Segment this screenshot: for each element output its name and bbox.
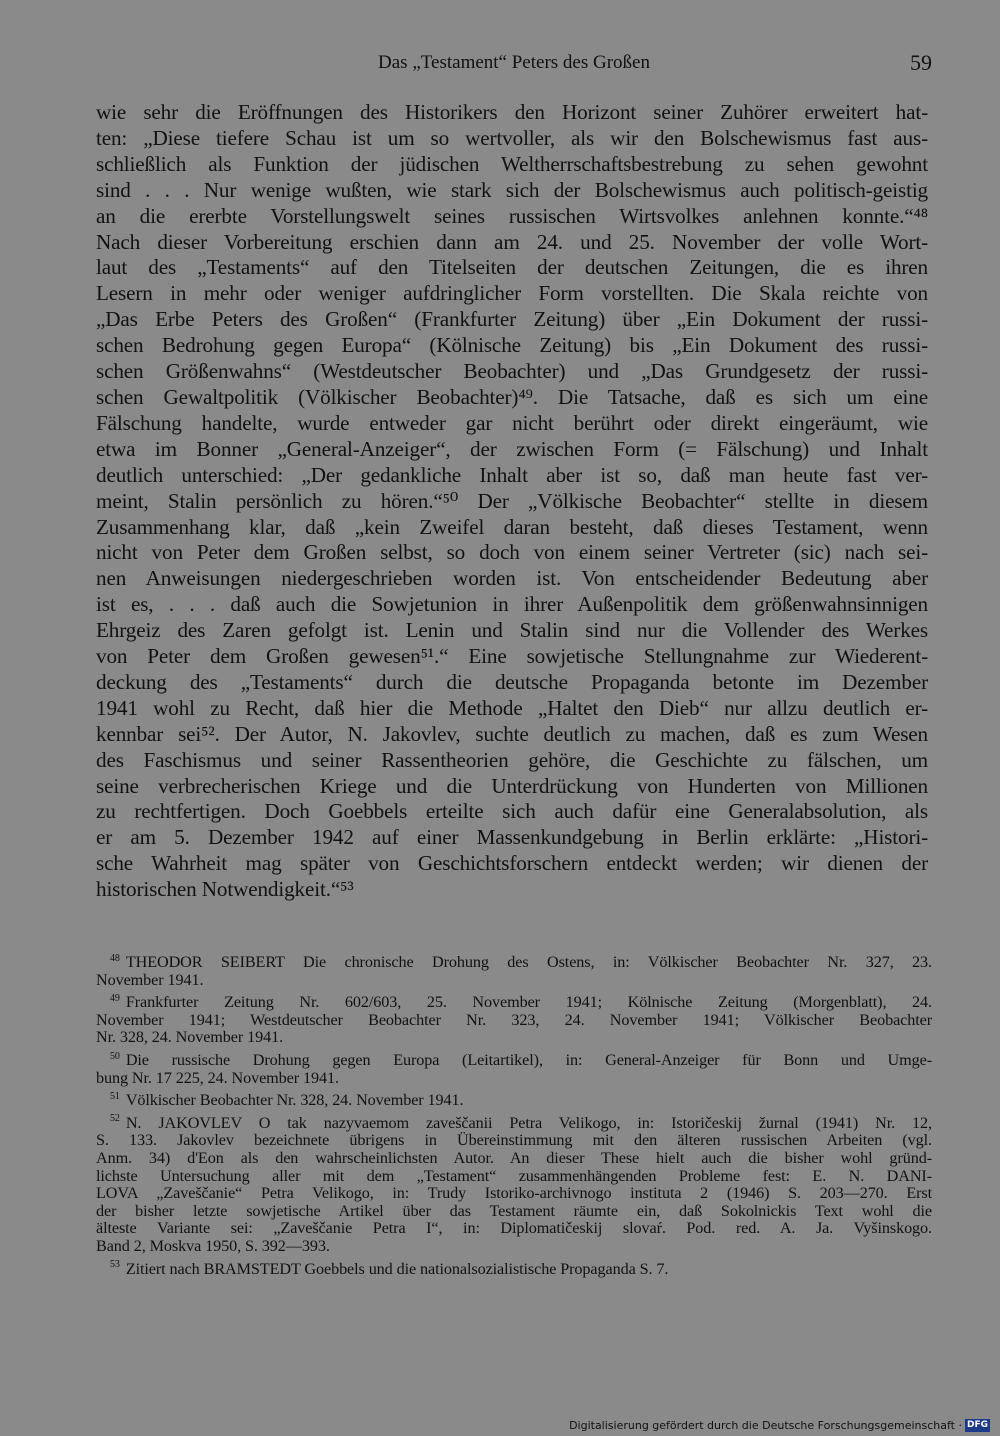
footnote-text: lichste Untersuchung aller mit dem „Testament“ zusammenhängenden Probleme fest: E. N. DANI- [96,1166,932,1185]
body-line: Nach dieser Vorbereitung erschien dann am 24. und 25. November der volle Wort- [96,229,928,254]
footnote-text: der bisher letzte sowjetische Artikel über das Testament räumte ein, daß Sokolnickis Text wohl die [96,1201,932,1220]
footnote-number: 50 [110,1050,120,1062]
body-line: sind . . . Nur wenige wußten, wie stark sich der Bolschewismus auch politisch-geistig [96,177,928,202]
body-line: Zusammenhang klar, daß „kein Zweifel daran besteht, daß dieses Testament, wenn [96,514,928,539]
footnote-text: Band 2, Moskva 1950, S. 392—393. [96,1236,330,1255]
body-line: zu rechtfertigen. Doch Goebbels erteilte sich auch dafür eine Generalabsolution, als [96,799,928,824]
footnote-text: Zitiert nach BRAMSTEDT Goebbels und die nationalsozialistische Propaganda S. 7. [125,1259,669,1278]
body-line: deutlich unterschied: „Der gedankliche Inhalt aber ist so, daß man heute fast ver- [96,462,928,487]
page-number: 59 [910,50,932,75]
footnote-line [96,1115,932,1133]
digitization-credit [569,1419,990,1432]
body-line: Fälschung handelte, wurde entweder gar nicht berührt oder direkt eingeräumt, wie [96,410,928,435]
body-line: seine verbrecherischen Kriege und die Unterdrückung von Hunderten von Millionen [96,773,928,798]
footnotes [96,954,932,1283]
body-line: historischen Notwendigkeit.“⁵³ [96,877,354,902]
body-line: nen Anweisungen niedergeschrieben worden ist. Von entscheidender Bedeutung aber [96,566,928,591]
footnote-line [96,954,932,972]
dfg-logo: DFG [966,1420,988,1430]
footnote [96,1115,932,1256]
footnote-line [96,1220,932,1238]
footnote-line [96,1029,932,1047]
body-line: ten: „Diese tiefere Schau ist um so wertvoller, als wir den Bolschewismus fast aus- [96,125,928,150]
body-line: kennbar sei⁵². Der Autor, N. Jakovlev, suchte deutlich zu machen, daß es zum Wesen [96,721,928,746]
body-line: ist es, . . . daß auch die Sowjetunion in ihrer Außenpolitik dem größenwahnsinnigen [96,592,928,617]
body-line: 1941 wohl zu Recht, daß hier die Methode „Haltet den Dieb“ nur allzu deutlich er- [96,695,928,720]
footnote-text: älteste Variante sei: „Zaveščanie Petra I“, in: Diplomatičeskij slovaŕ. Pod. red. A. Ja. Vyšinskogo. [96,1219,932,1238]
footnote-line [96,1150,932,1168]
body-line: schließlich als Funktion der jüdischen Weltherrschaftsbestrebung zu sehen gewohnt [96,151,928,176]
body-line: von Peter dem Großen gewesen⁵¹.“ Eine sowjetische Stellungnahme zur Wiederent- [96,644,928,669]
footnote-number: 48 [110,952,120,964]
body-line: er am 5. Dezember 1942 auf einer Massenkundgebung in Berlin erklärte: „Histori- [96,825,928,850]
footnote-line [96,994,932,1012]
body-line: des Faschismus und seiner Rassentheorien gehöre, die Geschichte zu fälschen, um [96,747,928,772]
body-line: schen Größenwahns“ (Westdeutscher Beobachter) und „Das Grundgesetz der russi- [96,359,928,384]
footnote-number: 53 [110,1259,120,1271]
footnote-number: 51 [110,1090,120,1102]
footnote-text: Nr. 328, 24. November 1941. [96,1028,284,1047]
footnote-text: Frankfurter Zeitung Nr. 602/603, 25. November 1941; Kölnische Zeitung (Morgenblatt), 24. [125,993,932,1012]
footnote [96,954,932,989]
body-line: sche Wahrheit mag später von Geschichtsforschern entdeckt werden; wir dienen der [96,851,928,876]
footnote-text: S. 133. Jakovlev bezeichnete übrigens in Übereinstimmung mit den älteren russischen Arbeiten (vgl. [96,1131,932,1150]
body-text [96,100,928,903]
footnote-line [96,1203,932,1221]
running-head [96,48,932,78]
footnote-number: 49 [110,992,120,1004]
running-title: Das „Testament“ Peters des Großen [378,52,650,73]
footnote [96,1052,932,1087]
body-line: deckung des „Testaments“ durch die deutsche Propaganda betonte im Dezember [96,669,928,694]
body-line: wie sehr die Eröffnungen des Historikers den Horizont seiner Zuhörer erweitert hat- [96,100,928,124]
footnote [96,1261,932,1279]
footnote-line [96,1092,932,1110]
footnote-text: THEODOR SEIBERT Die chronische Drohung des Ostens, in: Völkischer Beobachter Nr. 327, 23. [125,953,932,971]
body-line: laut des „Testaments“ auf den Titelseiten der deutschen Zeitungen, die es ihren [96,255,928,280]
footnote-line [96,1070,932,1088]
footnote-text: Anm. 34) d'Eon als den wahrscheinlichsten Autor. An dieser These hielt auch die bisher wohl gründ- [96,1148,932,1167]
footnote-line [96,1261,932,1279]
body-line: meint, Stalin persönlich zu hören.“⁵⁰ Der „Völkische Beobachter“ stellte in diesem [96,488,928,513]
footnote-line [96,1132,932,1150]
footnote [96,1092,932,1110]
body-line: Lesern in mehr oder weniger aufdringlicher Form vorstellten. Die Skala reichte von [96,281,928,306]
footnote-text: Völkischer Beobachter Nr. 328, 24. November 1941. [125,1091,464,1110]
footnote-text: November 1941; Westdeutscher Beobachter Nr. 323, 24. November 1941; Völkischer Beobachter [96,1010,932,1029]
body-line: schen Bedrohung gegen Europa“ (Kölnische Zeitung) bis „Ein Dokument des russi- [96,333,928,358]
footnote-text: Die russische Drohung gegen Europa (Leitartikel), in: General-Anzeiger für Bonn und Umge- [125,1050,932,1069]
body-line: etwa im Bonner „General-Anzeiger“, der zwischen Form (= Fälschung) und Inhalt [96,436,928,461]
footnote-text: bung Nr. 17 225, 24. November 1941. [96,1068,339,1087]
footnote-number: 52 [110,1113,120,1125]
credit-text: Digitalisierung gefördert durch die Deutsche Forschungsgemeinschaft · [569,1419,962,1432]
footnote-line [96,1238,932,1256]
body-line: schen Gewaltpolitik (Völkischer Beobachter)⁴⁹. Die Tatsache, daß es sich um eine [96,384,928,409]
footnote-line [96,1185,932,1203]
body-line: Ehrgeiz des Zaren gefolgt ist. Lenin und Stalin sind nur die Vollender des Werkes [96,618,928,643]
body-line: „Das Erbe Peters des Großen“ (Frankfurter Zeitung) über „Ein Dokument der russi- [96,307,928,332]
footnote-text: November 1941. [96,970,204,989]
footnote-line [96,1052,932,1070]
footnote-line [96,1012,932,1030]
footnote [96,994,932,1047]
body-line: nicht von Peter dem Großen selbst, so doch von einem seiner Vertreter (sic) nach sei- [96,540,928,565]
body-line: an die ererbte Vorstellungswelt seines russischen Wirtsvolkes anlehnen konnte.“⁴⁸ [96,203,928,228]
footnote-text: LOVA „Zaveščanie“ Petra Velikogo, in: Trudy Istoriko-archivnogo instituta 2 (1946) S. 203—270. Erst [96,1184,932,1203]
footnote-line [96,972,932,990]
footnote-line [96,1168,932,1186]
footnote-text: N. JAKOVLEV O tak nazyvaemom zaveščanii Petra Velikogo, in: Istoričeskij žurnal (1941) Nr. 12, [125,1113,932,1132]
